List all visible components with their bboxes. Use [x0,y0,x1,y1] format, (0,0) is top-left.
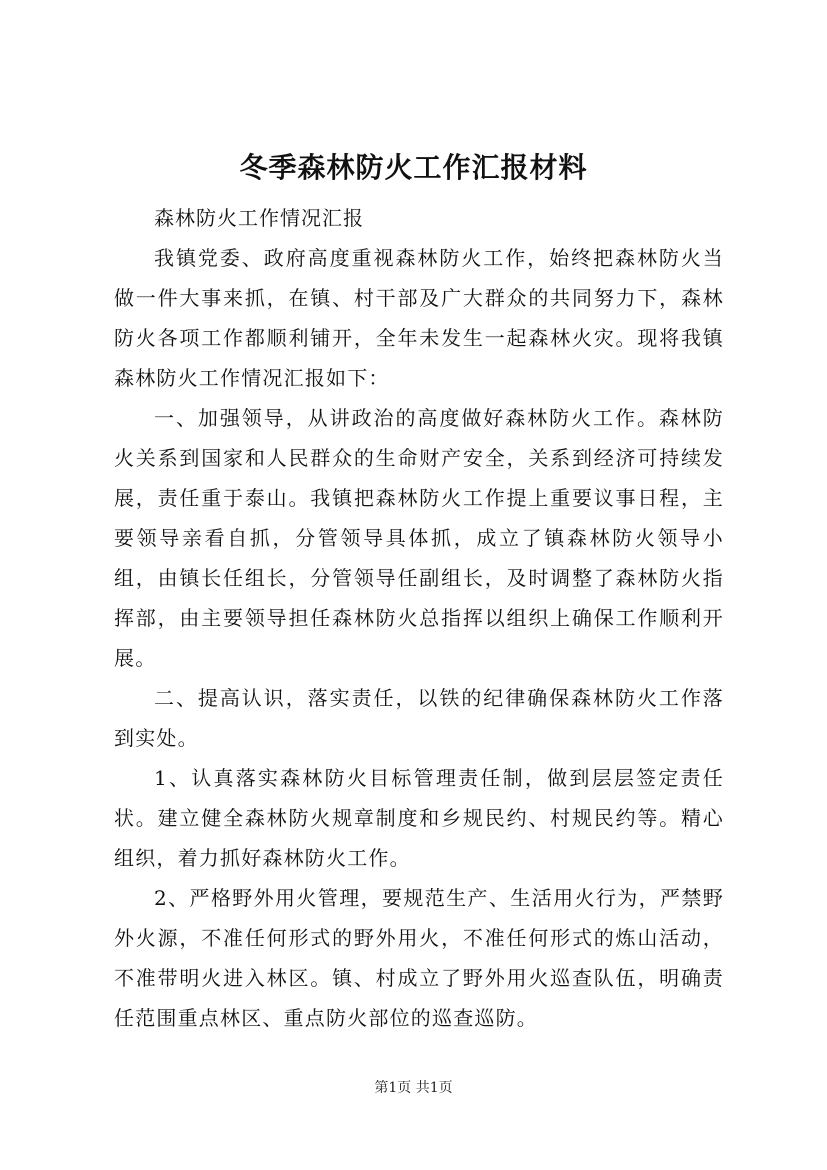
paragraph-item-2: 2、严格野外用火管理，要规范生产、生活用火行为，严禁野外火源，不准任何形式的野外用火，不准任何形式的炼山活动，不准带明火进入林区。镇、村成立了野外用火巡查队伍，明确责任范围重点林区、重点防火部位的巡查巡防。 [114,886,724,1030]
paragraph-intro: 我镇党委、政府高度重视森林防火工作，始终把森林防火当做一件大事来抓，在镇、村干部及广大群众的共同努力下，森林防火各项工作都顺利铺开，全年未发生一起森林火灾。现将我镇森林防火工作情况汇报如下： [114,246,724,390]
paragraph-item-1: 1、认真落实森林防火目标管理责任制，做到层层签定责任状。建立健全森林防火规章制度和乡规民约、村规民约等。精心组织，着力抓好森林防火工作。 [114,766,724,870]
document-title: 冬季森林防火工作汇报材料 [239,151,588,184]
paragraph-section-1: 一、加强领导，从讲政治的高度做好森林防火工作。森林防火关系到国家和人民群众的生命财产安全，关系到经济可持续发展，责任重于泰山。我镇把森林防火工作提上重要议事日程，主要领导亲看自抓，分管领导具体抓，成立了镇森林防火领导小组，由镇长任组长，分管领导任副组长，及时调整了森林防火指挥部，由主要领导担任森林防火总指挥以组织上确保工作顺利开展。 [114,406,724,670]
document-body [114,198,724,1038]
paragraph-section-2: 二、提高认识，落实责任，以铁的纪律确保森林防火工作落到实处。 [114,686,724,750]
paragraph-subtitle: 森林防火工作情况汇报 [154,206,364,230]
page-footer: 第1页 共1页 [374,1080,453,1096]
